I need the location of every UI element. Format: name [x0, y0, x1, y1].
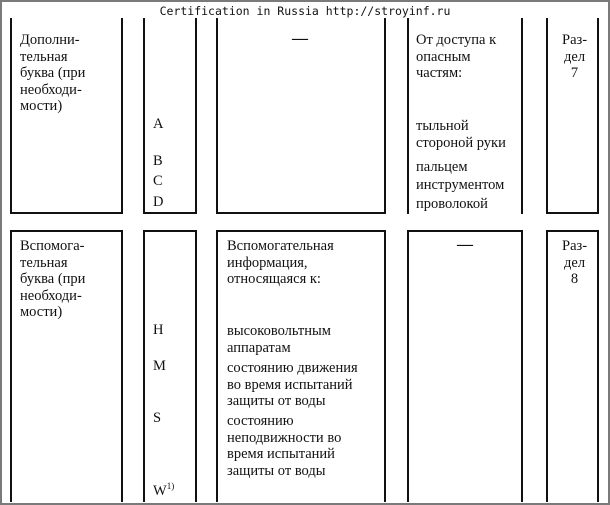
row1-col1-text: Дополни- тельная буква (при необходи- мости)	[20, 32, 86, 114]
row1-col4-heading: От доступа к опасным частям:	[416, 32, 497, 81]
row1-col4-item-4: проволокой	[416, 196, 488, 212]
site-header: Certification in Russia http://stroyinf.ru	[159, 4, 451, 18]
row2-col1-text: Вспомога- тельная буква (при необходи- мости)	[20, 238, 86, 320]
row2-col5-cell	[546, 230, 599, 502]
row1-col4-item-1: тыльной стороной руки	[416, 118, 506, 151]
row2-col3-heading: Вспомогательная информация, относящаяся к:	[227, 238, 334, 287]
row1-col3-cell	[216, 18, 386, 214]
row1-col4-item-2: пальцем	[416, 159, 468, 175]
row1-col3-dash: —	[292, 30, 308, 47]
row2-col3-item-1: высоковольтным аппаратам	[227, 323, 331, 356]
footnote-mark: 1)	[166, 481, 175, 491]
row2-col1-cell	[10, 230, 123, 502]
row1-col4-cell	[407, 18, 523, 214]
letter-h: H	[153, 322, 164, 338]
letter-w-char: W	[153, 483, 167, 499]
letter-d: D	[153, 194, 164, 210]
row2-col4-cell	[407, 230, 523, 502]
row1-col5-cell	[546, 18, 599, 214]
letter-w	[153, 478, 174, 500]
row2-col2-cell	[143, 230, 197, 502]
letter-a: A	[153, 116, 164, 132]
row2-col3-cell	[216, 230, 386, 502]
row1-col2-cell	[143, 18, 197, 214]
row2-col4-dash: —	[457, 236, 473, 253]
letter-s: S	[153, 410, 162, 426]
row2-col3-item-2: состоянию движения во время испытаний защиты от воды	[227, 360, 358, 409]
row2-col3-item-3: состоянию неподвижности во время испытаний защиты от воды	[227, 413, 342, 479]
row1-col1-cell	[10, 18, 123, 214]
row1-col4-item-3: инструментом	[416, 177, 505, 193]
row1-col5-text: Раз- дел 7	[562, 32, 588, 81]
letter-b: B	[153, 153, 163, 169]
letter-m: M	[153, 358, 166, 374]
row2-col5-text: Раз- дел 8	[562, 238, 588, 287]
letter-c: C	[153, 173, 163, 189]
